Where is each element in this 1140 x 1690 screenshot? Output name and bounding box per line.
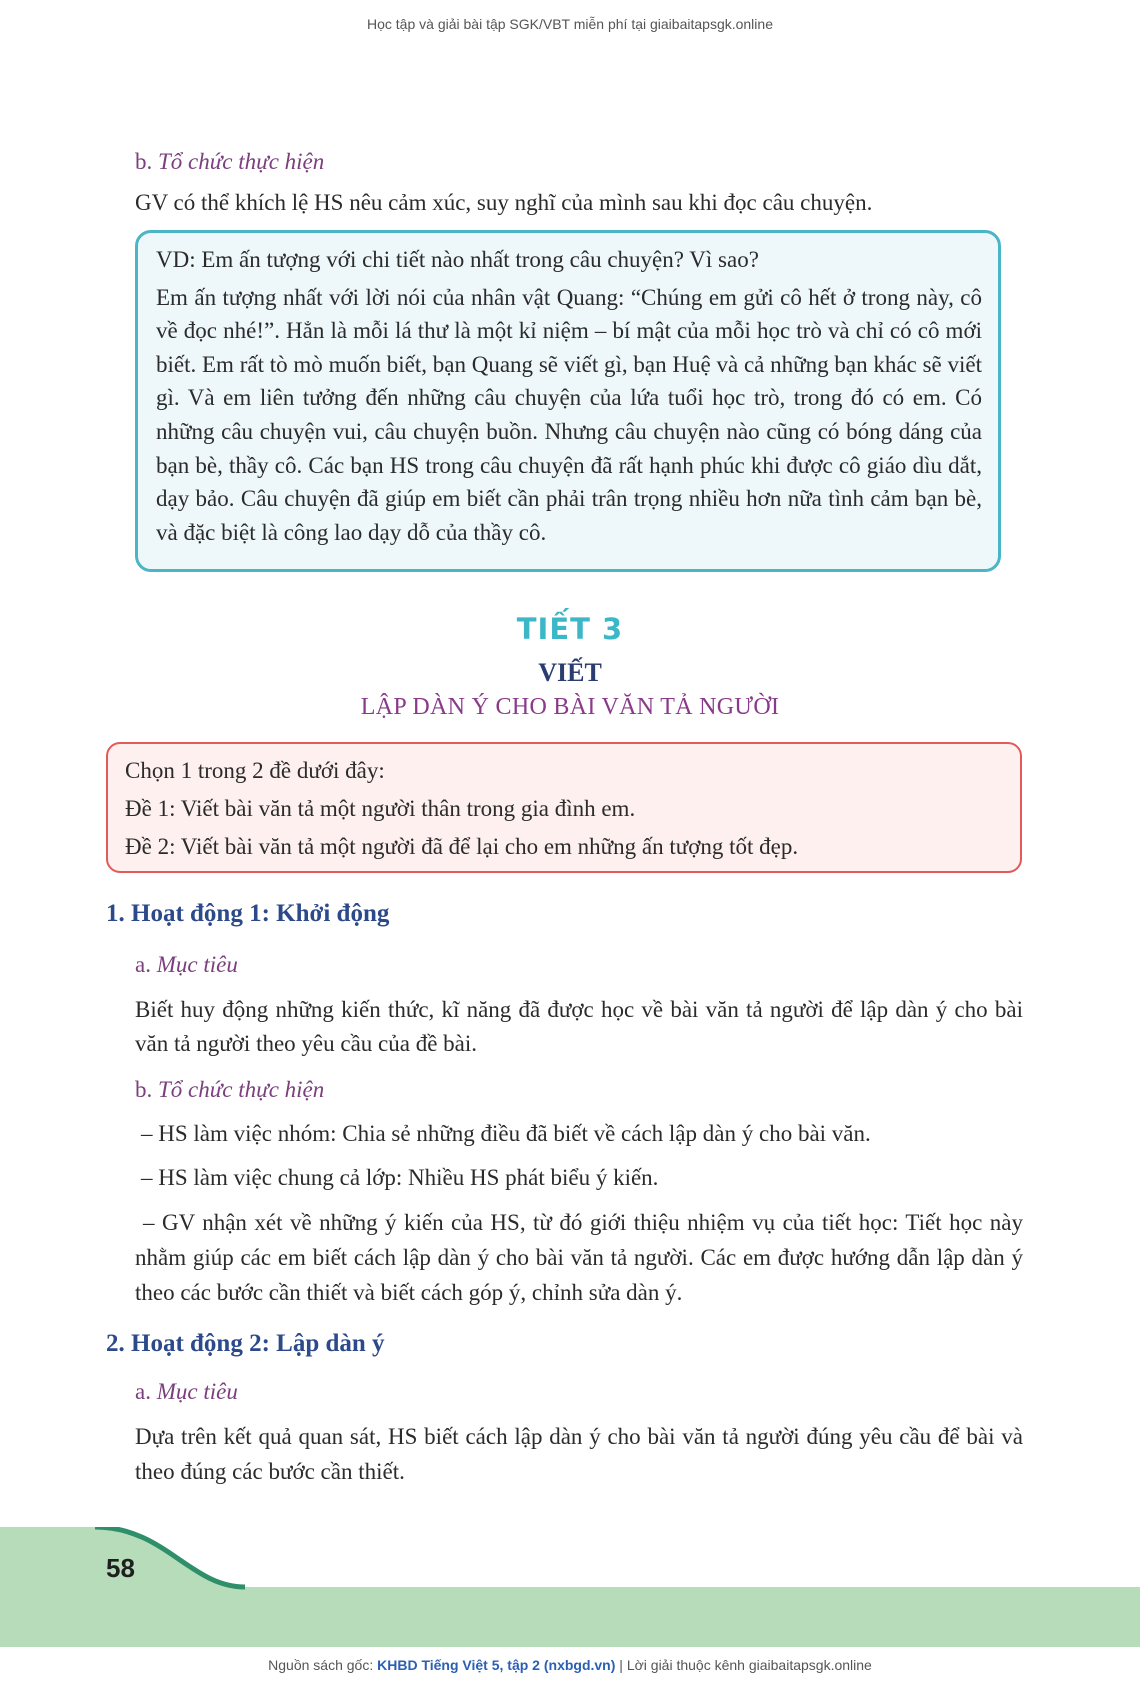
topic-line: Đề 1: Viết bài văn tả một người thân trong gia đình em. (125, 796, 636, 821)
example-box (135, 230, 1001, 572)
footer-band (0, 1527, 1140, 1647)
organize-title: Tổ chức thực hiện (158, 1077, 325, 1102)
activity-1-goal-heading (135, 948, 238, 982)
example-answer: Em ấn tượng nhất với lời nói của nhân vật Quang: “Chúng em gửi cô hết ở trong này, cô về đọc nhé!”. Hẳn là mỗi lá thư là một kỉ niệm – bí mật của mỗi học trò và chỉ có cô mới biết. Em rất tò mò muốn biết, bạn Quang sẽ viết gì, bạn Huệ và cả những bạn khác sẽ viết gì. Và em liên tưởng đến những câu chuyện của lứa tuổi học trò, trong đó có em. Có những câu chuyện vui, câu chuyện buồn. Nhưng câu chuyện nào cũng có bóng dáng của bạn bè, thầy cô. Các bạn HS trong câu chuyện đã rất hạnh phúc khi được cô giáo dìu dắt, dạy bảo. Câu chuyện đã giúp em biết cần phải trân trọng nhiều hơn nữa tình cảm bạn bè, và đặc biệt là công lao dạy dỗ của thầy cô. (156, 284, 982, 545)
lesson-subtitle: LẬP DÀN Ý CHO BÀI VĂN TẢ NGƯỜI (360, 694, 780, 720)
activity-1-heading: 1. Hoạt động 1: Khởi động (106, 900, 390, 927)
activity-1-organize-heading (135, 1073, 324, 1107)
goal-prefix: a. (135, 952, 151, 977)
lesson-period-title: TIẾT 3 (516, 612, 624, 646)
page-number: 58 (106, 1553, 135, 1583)
header-note: Học tập và giải bài tập SGK/VBT miễn phí tại giaibaitapsgk.online (367, 16, 773, 32)
footer-suffix: | Lời giải thuộc kênh giaibaitapsgk.online (615, 1657, 872, 1673)
footer-note (0, 1657, 1140, 1673)
bullet-item: – GV nhận xét về những ý kiến của HS, từ đó giới thiệu nhiệm vụ của tiết học: Tiết học này nhằm giúp các em biết cách lập dàn ý cho bài văn tả người. Các em được hướng dẫn lập dàn ý theo các bước cần thiết và biết cách góp ý, chỉnh sửa dàn ý. (135, 1210, 1023, 1305)
activity-2-goal-heading (135, 1375, 238, 1409)
activity-2-heading: 2. Hoạt động 2: Lập dàn ý (106, 1330, 385, 1357)
intro-paragraph: GV có thể khích lệ HS nêu cảm xúc, suy nghĩ của mình sau khi đọc câu chuyện. (135, 190, 873, 215)
organize-prefix: b. (135, 1077, 153, 1102)
topic-box (106, 742, 1022, 873)
section-title: Tổ chức thực hiện (158, 149, 325, 174)
activity-2-goal-text: Dựa trên kết quả quan sát, HS biết cách lập dàn ý cho bài văn tả người đúng yêu cầu để bài và theo đúng các bước cần thiết. (135, 1424, 1023, 1484)
footer-source-link[interactable]: KHBD Tiếng Việt 5, tập 2 (nxbgd.vn) (377, 1657, 616, 1673)
activity-1-goal-text: Biết huy động những kiến thức, kĩ năng đã được học về bài văn tả người để lập dàn ý cho bài văn tả người theo yêu cầu của đề bài. (135, 997, 1023, 1056)
section-prefix: b. (135, 149, 153, 174)
bullet-item: – HS làm việc chung cả lớp: Nhiều HS phát biểu ý kiến. (141, 1165, 659, 1190)
footer-wave-decoration (0, 1527, 1140, 1647)
topic-line: Đề 2: Viết bài văn tả một người đã để lại cho em những ấn tượng tốt đẹp. (125, 834, 799, 859)
goal-title: Mục tiêu (156, 952, 238, 977)
lesson-skill-title: VIẾT (538, 658, 602, 687)
section-heading-organize (135, 145, 324, 179)
bullet-item: – HS làm việc nhóm: Chia sẻ những điều đã biết về cách lập dàn ý cho bài văn. (141, 1121, 871, 1146)
goal-prefix: a. (135, 1379, 151, 1404)
goal-title: Mục tiêu (156, 1379, 238, 1404)
topic-line: Chọn 1 trong 2 đề dưới đây: (125, 758, 385, 783)
example-question: VD: Em ấn tượng với chi tiết nào nhất trong câu chuyện? Vì sao? (156, 247, 759, 272)
footer-prefix: Nguồn sách gốc: (268, 1657, 378, 1673)
